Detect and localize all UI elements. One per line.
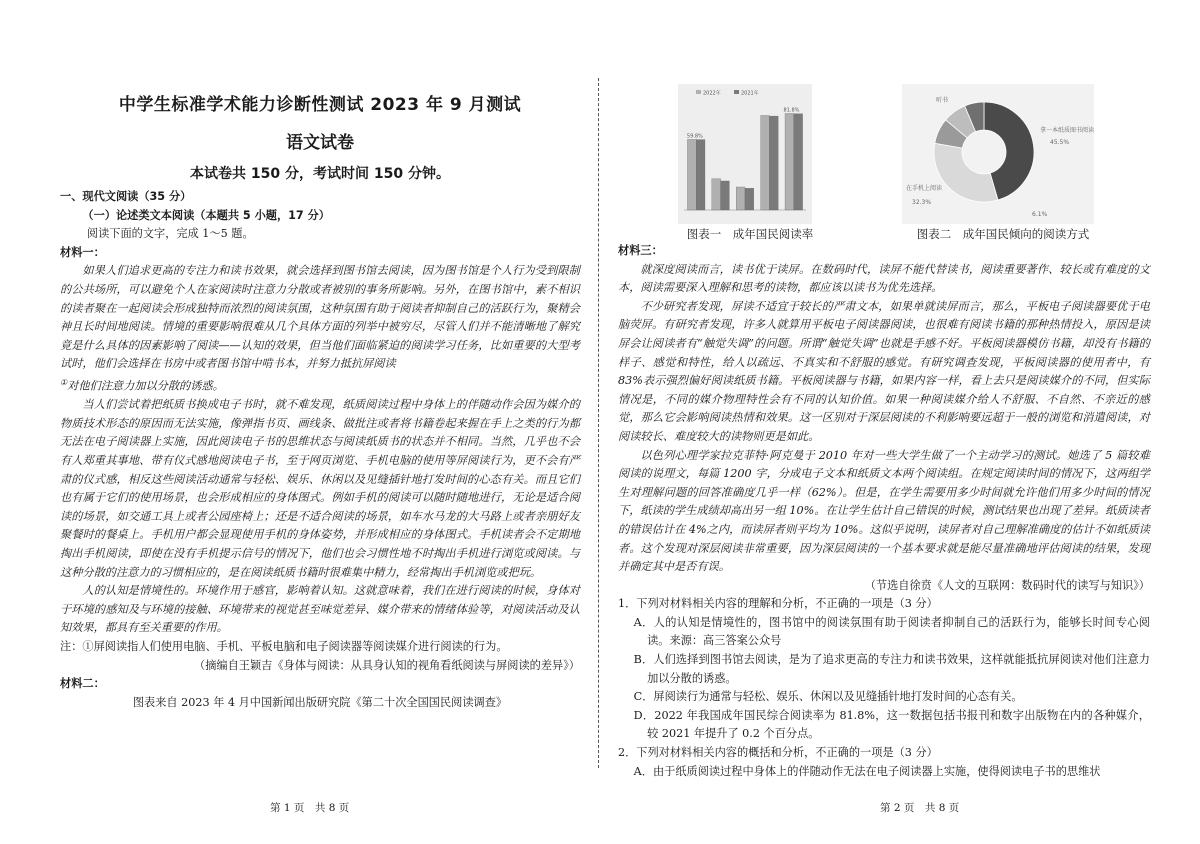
legend-swatch-2: [734, 90, 739, 94]
donut-label-1: 听书: [936, 97, 949, 104]
data-label-1: 59.8%: [686, 133, 703, 140]
figure-1-caption: 图表一 成年国民阅读率: [686, 227, 814, 241]
question-2-option-a: A．由于纸质阅读过程中身体上的伴随动作无法在电子阅读器上实施，使得阅读电子书的思维状: [633, 764, 1101, 778]
footnote-mark: ①: [60, 377, 68, 387]
material1-source: （摘编自王颖吉《身体与阅读：从具身认知的视角看纸阅读与屏阅读的差异》）: [194, 658, 580, 672]
material3-source: （节选自徐贲《人文的互联网：数码时代的读写与知识》）: [864, 578, 1150, 592]
donut-label-4: 6.1%: [1032, 211, 1048, 218]
material3-paragraph-2: 不少研究者发现，屏读不适宜于较长的严肃文本，如果单就读屏而言，那么，平板电子阅读器要优于电脑荧屏。有研究者发现，许多人就算用平板电子阅读器阅读，也很难有阅读书籍的那种热情投入，原因是读屏会让阅读者有“触觉失调”的问题。所谓“触觉失调”也就是手感不好。平板阅读器模仿书籍，却没有书籍的样子、感觉和特性，给人以疏远、不真实和不舒服的感觉。有研究调查发现，平板阅读器的使用者中，有 83%表示强烈偏好阅读纸质书籍。平板阅读器与书籍，如果内容一样，看上去只是阅读媒介的不同，但实际情况是，不同的媒介物理特性会有不同的认知价值。如果一种阅读媒介给人不舒服、不自然、不亲近的感觉，那么它会影响阅读热情和效果。这一区别对于深层阅读的不利影响要远超于一般的浏览和消遣阅读，对阅读较长、难度较大的读物则更是如此。: [618, 299, 1150, 443]
data-label-2: 81.8%: [783, 107, 800, 114]
section-heading: 一、现代文阅读（35 分）: [60, 190, 192, 203]
material1-paragraph-1-end: 对他们注意力加以分散的诱惑。: [67, 379, 224, 393]
material3-paragraph-1: 就深度阅读而言，读书优于读屏。在数码时代，读屏不能代替读书，阅读重要著作、较长或有难度的文本，阅读需要深入理解和思考的读物，都应该以读书为优先选择。: [618, 262, 1150, 295]
figure-2-caption: 图表二 成年国民倾向的阅读方式: [916, 227, 1090, 241]
subject-title: 语文试卷: [286, 133, 354, 153]
material2-label: 材料二：: [60, 677, 105, 691]
donut-slice-2: [934, 143, 998, 202]
figure-1-bar-chart: [678, 84, 812, 224]
bar-1-1: [687, 139, 696, 210]
material1-paragraph-3: 人的认知是情境性的。环境作用于感官，影响着认知。这就意味着，我们在进行阅读的时候，身体对于环境的感知及与环境的接触、环境带来的视觉甚至味觉差异、媒介带来的情绪体验等，对阅读活动及认知效果，都具有至关重要的作用。: [60, 584, 580, 635]
question-1-option-c: C．屏阅读行为通常与轻松、娱乐、休闲以及见缝插针地打发时间的心态有关。: [633, 690, 1023, 704]
legend-label-1: 2022年: [703, 90, 721, 97]
instruction: 阅读下面的文字，完成 1～5 题。: [86, 227, 254, 241]
bar-2-2: [721, 181, 730, 210]
bar-1-2: [712, 179, 721, 210]
legend-swatch-1: [696, 90, 701, 94]
figure-2-donut-chart: [902, 84, 1094, 224]
bar-2-5: [794, 114, 803, 210]
bar-chart-svg: [678, 84, 812, 224]
question-1-stem: 1．下列对材料相关内容的理解和分析，不正确的一项是（3 分）: [618, 597, 938, 611]
bar-2-4: [769, 116, 778, 210]
material1-paragraph-2: 当人们尝试着把纸质书换成电子书时，就不难发现，纸质阅读过程中身体上的伴随动作会因为媒介的物质技术形态的原因而无法实施，像弹指书页、画线条、做批注或者将书籍卷起来握在手上之类的行为都无法在电子阅读器上实施，因此阅读电子书的思维状态与阅读纸质书的状态并不相同。当然，几乎也不会有人郑重其事地、带有仪式感地阅读电子书，至于网页浏览、手机电脑的使用等屏阅读行为，更不会有严肃的仪式感，相反这些阅读活动通常与轻松、娱乐、休闲以及见缝插针地打发时间的心态有关。而且它们也有属于它们的使用场景，也会形成相应的身体图式。例如手机的阅读可以随时随地进行，无论是适合阅读的场景，如交通工具上或者公园座椅上；还是不适合阅读的场景，如车水马龙的大马路上或者亲朋好友聚餐时的餐桌上。手机用户都会显现使用手机的身体姿势，并形成相应的身体图式。手机读者会不定期地掏出手机阅读，即使在没有手机提示信号的情况下，他们也会习惯性地不时掏出手机进行浏览或阅读。与这种分散的注意力的习惯相应的，是在阅读纸质书籍时很难集中精力，经常掏出手机浏览或把玩。: [60, 398, 580, 579]
legend-label-2: 2021年: [741, 90, 759, 97]
donut-label-6: 拿一本纸质图书阅读: [1040, 127, 1094, 134]
page-divider: [598, 78, 599, 768]
page-footer-right: 第 2 页 共 8 页: [880, 802, 960, 814]
donut-label-5: 在手机上阅读: [906, 185, 943, 192]
exam-title: 中学生标准学术能力诊断性测试 2023 年 9 月测试: [118, 95, 522, 115]
exam-note: 本试卷共 150 分，考试时间 150 分钟。: [190, 166, 450, 182]
donut-label-3: 32.3%: [912, 199, 932, 206]
material2-description: 图表来自 2023 年 4 月中国新闻出版研究院《第二十次全国国民阅读调查》: [132, 695, 508, 709]
material3-label: 材料三：: [618, 244, 663, 257]
bar-1-5: [785, 113, 794, 210]
page-footer-left: 第 1 页 共 8 页: [270, 802, 350, 814]
bar-1-4: [761, 115, 770, 210]
bar-2-1: [696, 140, 705, 210]
material1-label: 材料一：: [60, 245, 105, 259]
material3-paragraph-3: 以色列心理学家拉克菲特·阿克曼于 2010 年对一些大学生做了一个主动学习的测试。她选了 5 篇较难阅读的说理文，每篇 1200 字，分成电子文本和纸质文本两个阅读组。在规定阅读时间的情况下，这两组学生对理解问题的回答准确度几乎一样（62%）。但是，在学生需要用多少时间就允许他们用多少时间的情况下，纸读的学生成绩却高出另一组 10%。在让学生估计自己错误的时候，测试结果也出现了差异。纸质读者的错误估计在 4%之内，而读屏者则平均为 10%。这似乎说明，读屏者对自己理解准确度的估计不如纸质读者。这个发现对深层阅读非常重要，因为深层阅读的一个基本要求就是能尽量准确地评估阅读的结果，发现并确定其中是否有误。: [618, 448, 1150, 574]
material1-note: 注：①屏阅读指人们使用电脑、手机、平板电脑和电子阅读器等阅读媒介进行阅读的行为。: [60, 639, 508, 653]
right-body: [618, 242, 1150, 781]
donut-chart-svg: [902, 84, 1094, 224]
question-1-option-a: A．人的认知是情境性的，图书馆中的阅读氛围有助于阅读者抑制自己的活跃行为，能够长时间专心阅读。来源：高三答案公众号: [633, 615, 1150, 648]
subsection-heading: （一）论述类文本阅读（本题共 5 小题，17 分）: [82, 208, 330, 222]
bar-1-3: [736, 187, 745, 210]
question-1-option-d: D．2022 年我国成年国民综合阅读率为 81.8%，这一数据包括书报刊和数字出版物在内的各种媒介，较 2021 年提升了 0.2 个百分点。: [633, 708, 1150, 741]
left-body: [60, 188, 580, 712]
bar-2-3: [745, 188, 754, 210]
question-1-option-b: B．人们选择到图书馆去阅读，是为了追求更高的专注力和读书效果，这样就能抵抗屏阅读对他们注意力加以分散的诱惑。: [633, 653, 1150, 685]
material1-paragraph-1: 如果人们追求更高的专注力和读书效果，就会选择到图书馆去阅读，因为图书馆是个人行为受到限制的公共场所，可以避免个人在家阅读时注意力分散或者被别的事务所影响。另外，在图书馆中，素不相识的读者聚在一起阅读会形成独特而浓烈的阅读氛围，这种氛围有助于阅读者抑制自己的活跃行为，聚精会神且长时间地阅读。情境的重要影响很难从几个具体方面的列举中被穷尽，尽管人们并不能清晰地了解究竟是什么具体的因素影响了阅读——认知的效果，但当他们面临紧迫的阅读学习任务，比如重要的大型考试时，他们会选择在书房中或者图书馆中啃书本，并努力抵抗屏阅读: [60, 264, 580, 371]
donut-label-2: 45.5%: [1050, 139, 1070, 146]
question-2-stem: 2．下列对材料相关内容的概括和分析，不正确的一项是（3 分）: [618, 746, 938, 760]
